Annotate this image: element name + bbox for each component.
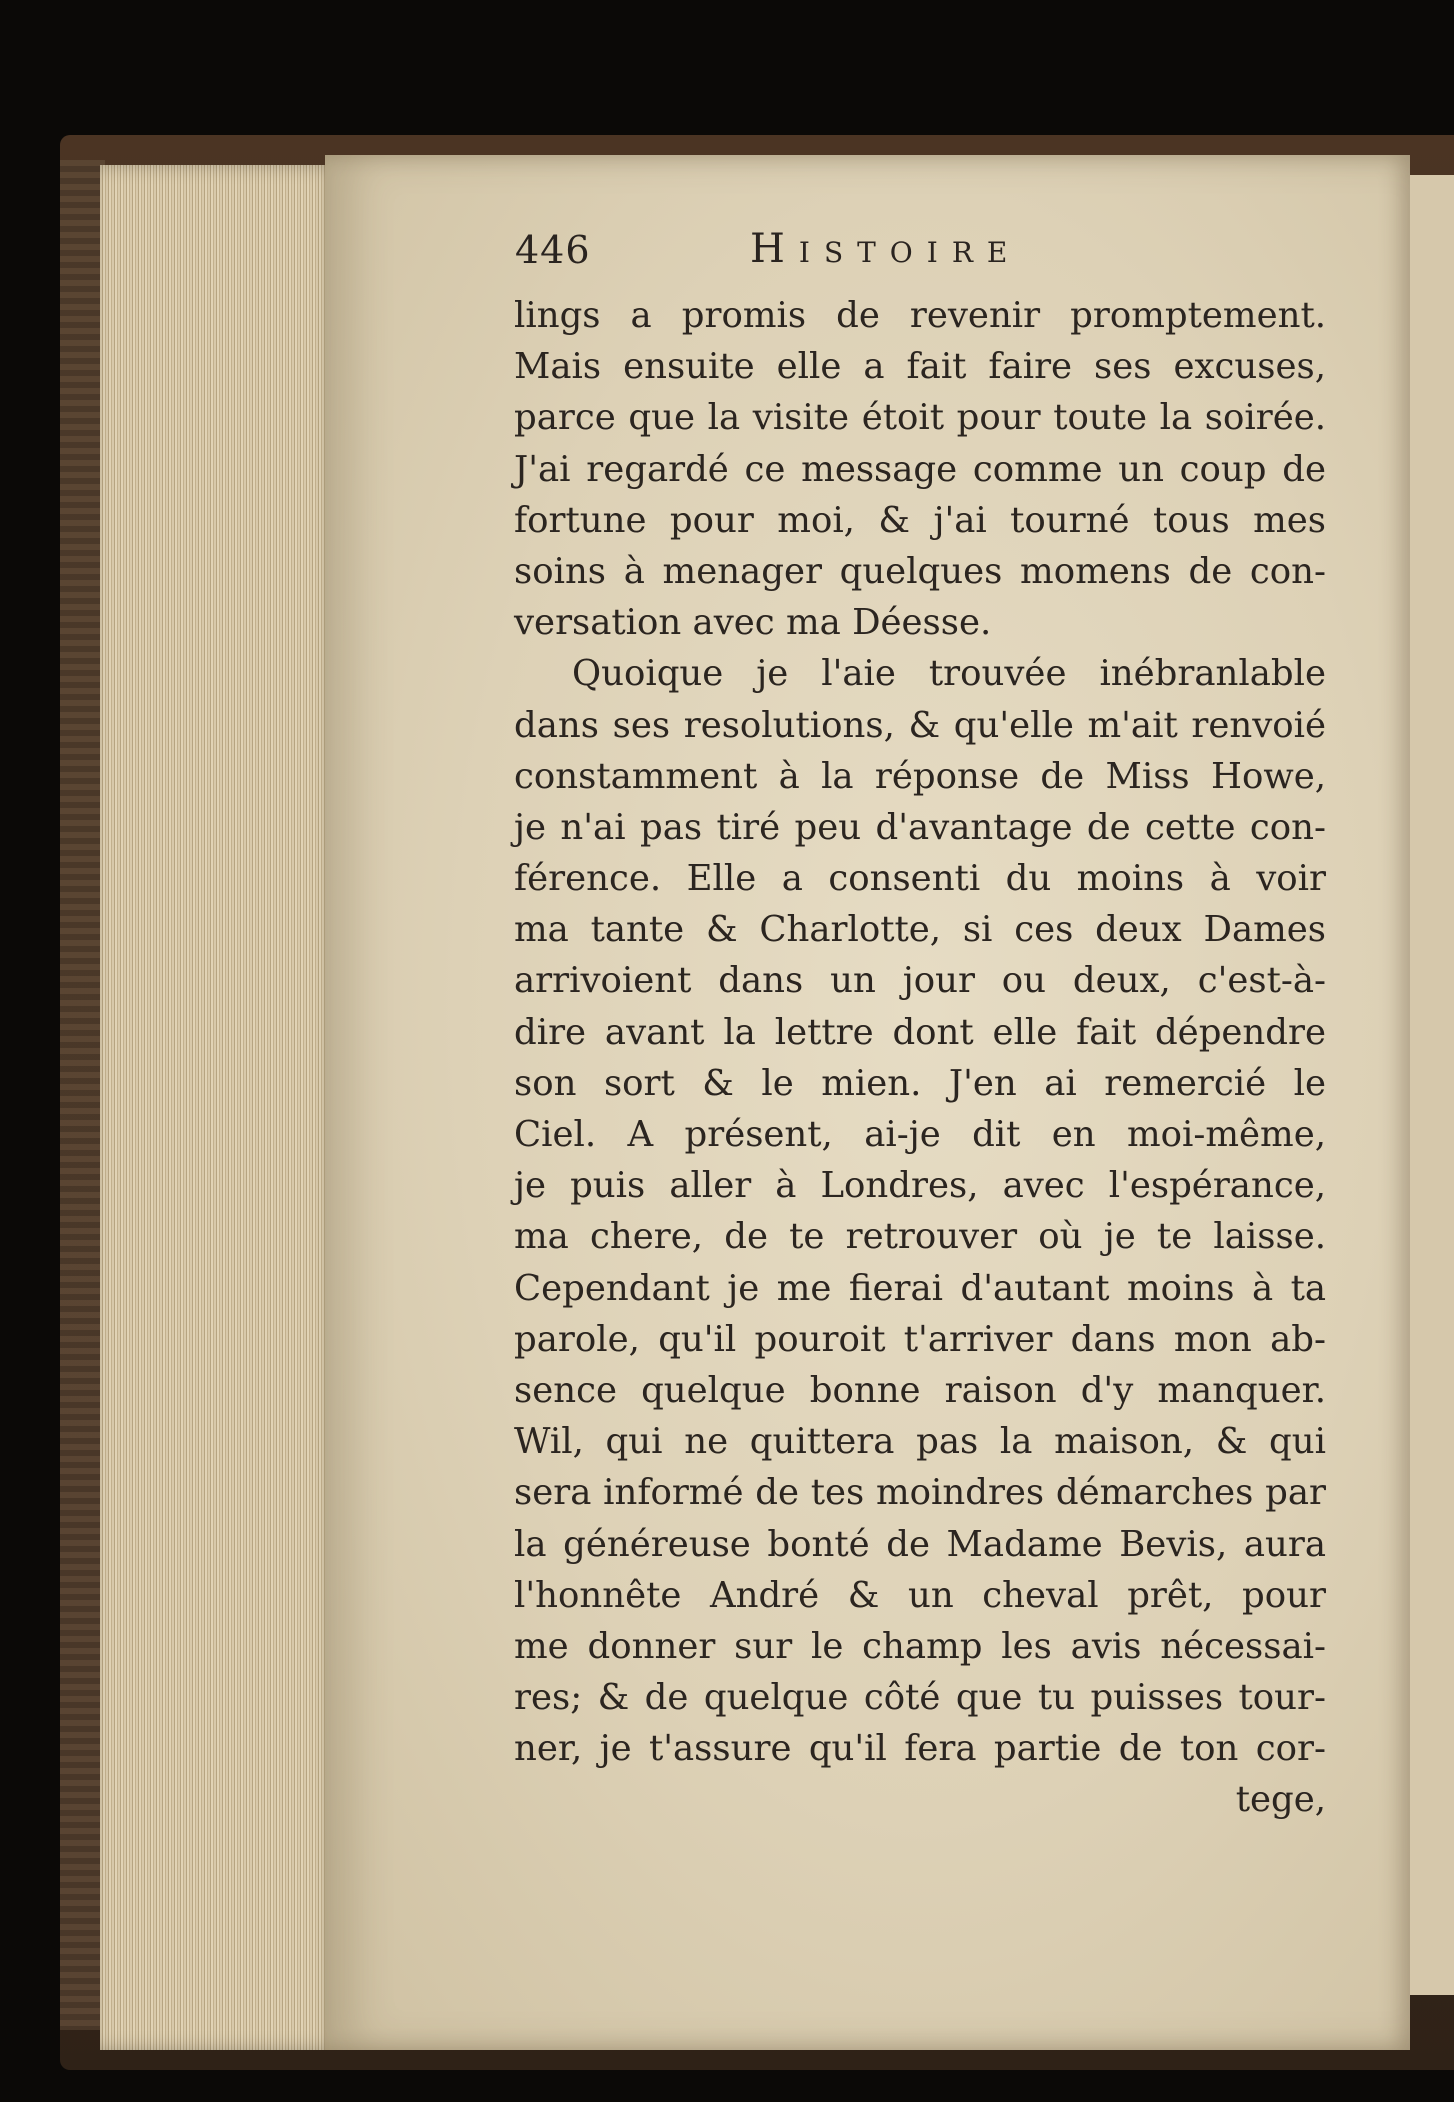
page-header xyxy=(515,228,1195,278)
text-line: me donner sur le champ les avis nécessai- xyxy=(514,1625,1326,1667)
text-line: son sort & le mien. J'en ai remercié le xyxy=(514,1062,1326,1104)
text-line: la généreuse bonté de Madame Bevis, aura xyxy=(514,1523,1326,1565)
text-line: je puis aller à Londres, avec l'espérance, xyxy=(514,1165,1326,1207)
page-edges xyxy=(100,165,340,2050)
text-line: lings a promis de revenir promptement. xyxy=(514,295,1326,336)
text-line: ma chere, de te retrouver où je te laisse. xyxy=(514,1216,1326,1258)
text-line: Cependant je me fierai d'autant moins à ta xyxy=(514,1267,1326,1309)
text-line: l'honnête André & un cheval prêt, pour xyxy=(514,1574,1326,1616)
text-line: férence. Elle a consenti du moins à voir xyxy=(514,858,1326,900)
running-head: Histoire xyxy=(750,226,1022,272)
text-line: ner, je t'assure qu'il fera partie de ton cor- xyxy=(514,1728,1326,1770)
text-line: ma tante & Charlotte, si ces deux Dames xyxy=(514,909,1326,951)
text-line: parole, qu'il pouroit t'arriver dans mon ab- xyxy=(514,1318,1326,1360)
text-line: je n'ai pas tiré peu d'avantage de cette con- xyxy=(514,806,1326,848)
text-line: Mais ensuite elle a fait faire ses excuses, xyxy=(514,346,1326,388)
text-line: parce que la visite étoit pour toute la soirée. xyxy=(514,397,1326,439)
text-line: dans ses resolutions, & qu'elle m'ait renvoié xyxy=(514,704,1326,746)
text-line: fortune pour moi, & j'ai tourné tous mes xyxy=(514,499,1326,541)
page-number: 446 xyxy=(515,228,591,272)
text-line: versation avec ma Déesse. xyxy=(514,602,992,644)
book-spine xyxy=(60,160,105,2030)
catchword: tege, xyxy=(1235,1779,1326,1821)
text-line: constamment à la réponse de Miss Howe, xyxy=(514,755,1326,797)
text-line: Wil, qui ne quittera pas la maison, & qui xyxy=(514,1421,1326,1463)
body-text xyxy=(514,290,1326,1826)
text-line: Ciel. A présent, ai-je dit en moi-même, xyxy=(514,1114,1326,1155)
text-line: soins à menager quelques momens de con- xyxy=(514,550,1326,592)
text-line: Quoique je l'aie trouvée inébranlable xyxy=(572,653,1326,695)
text-line: sera informé de tes moindres démarches par xyxy=(514,1472,1326,1514)
text-line: res; & de quelque côté que tu puisses tour- xyxy=(514,1677,1326,1719)
text-line: sence quelque bonne raison d'y manquer. xyxy=(514,1369,1326,1411)
text-line: arrivoient dans un jour ou deux, c'est-à- xyxy=(514,960,1326,1002)
text-line: dire avant la lettre dont elle fait dépendre xyxy=(514,1011,1326,1053)
text-line: J'ai regardé ce message comme un coup de xyxy=(514,448,1326,490)
